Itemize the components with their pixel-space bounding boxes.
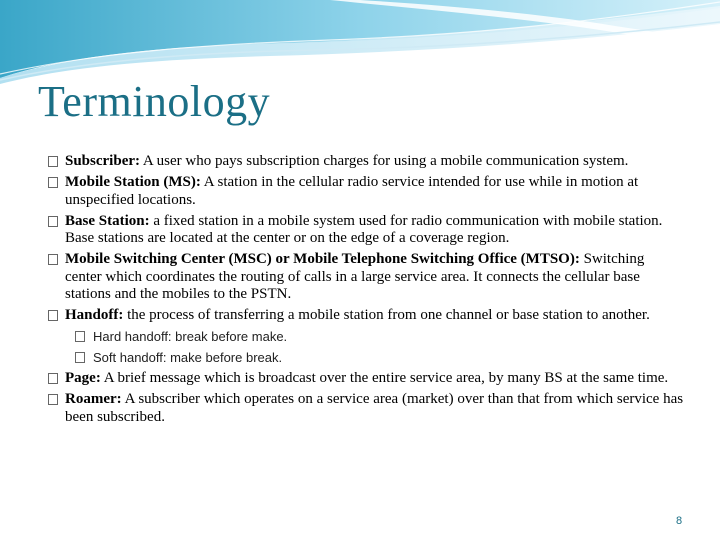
term-label: Base Station: [65, 212, 150, 229]
list-item-mobile-station [48, 174, 684, 209]
term-definition: a fixed station in a mobile system used for radio communication with mobile station. Base stations are located at the center or on the edge of a coverage region. [65, 212, 663, 246]
square-bullet-icon [75, 352, 85, 363]
square-bullet-icon [48, 394, 58, 405]
term-label: Mobile Station (MS): [65, 174, 201, 190]
term-definition: the process of transferring a mobile station from one channel or base station to another. [123, 307, 650, 323]
term-definition: A user who pays subscription charges for using a mobile communication system. [140, 153, 629, 169]
sub-item-text: Soft handoff: make before break. [93, 350, 283, 365]
term-definition: A station in the cellular radio service intended for use while in motion at unspecified locations. [65, 174, 639, 208]
slide-content [48, 153, 684, 430]
square-bullet-icon [48, 254, 58, 265]
sub-item-hard-handoff [48, 328, 684, 345]
list-item-handoff [48, 307, 684, 325]
list-item-page [48, 370, 684, 388]
square-bullet-icon [75, 331, 85, 342]
term-label: Page: [65, 370, 101, 386]
term-label: Mobile Switching Center (MSC) or Mobile Telephone Switching Office (MTSO): [65, 251, 580, 267]
square-bullet-icon [48, 156, 58, 167]
sub-item-text: Hard handoff: break before make. [93, 329, 288, 344]
slide-number: 8 [676, 515, 683, 527]
term-definition: Switching center which coordinates the routing of calls in a large service area. It connects the cellular base stations and the mobiles to the PSTN. [65, 251, 645, 302]
list-item-base-station [48, 213, 684, 248]
square-bullet-icon [48, 310, 58, 321]
square-bullet-icon [48, 177, 58, 188]
term-label: Roamer: [65, 391, 122, 407]
term-definition: A brief message which is broadcast over the entire service area, by many BS at the same time. [100, 370, 669, 386]
term-label: Subscriber: [65, 153, 140, 169]
list-item-roamer [48, 391, 684, 426]
list-item-msc [48, 251, 684, 304]
square-bullet-icon [48, 216, 58, 227]
square-bullet-icon [48, 373, 58, 384]
term-definition: A subscriber which operates on a service area (market) over than that from which service has been subscribed. [65, 391, 684, 425]
slide-title: Terminology [38, 77, 271, 126]
term-label: Handoff: [65, 307, 124, 323]
sub-item-soft-handoff [48, 349, 684, 366]
list-item-subscriber [48, 153, 684, 171]
